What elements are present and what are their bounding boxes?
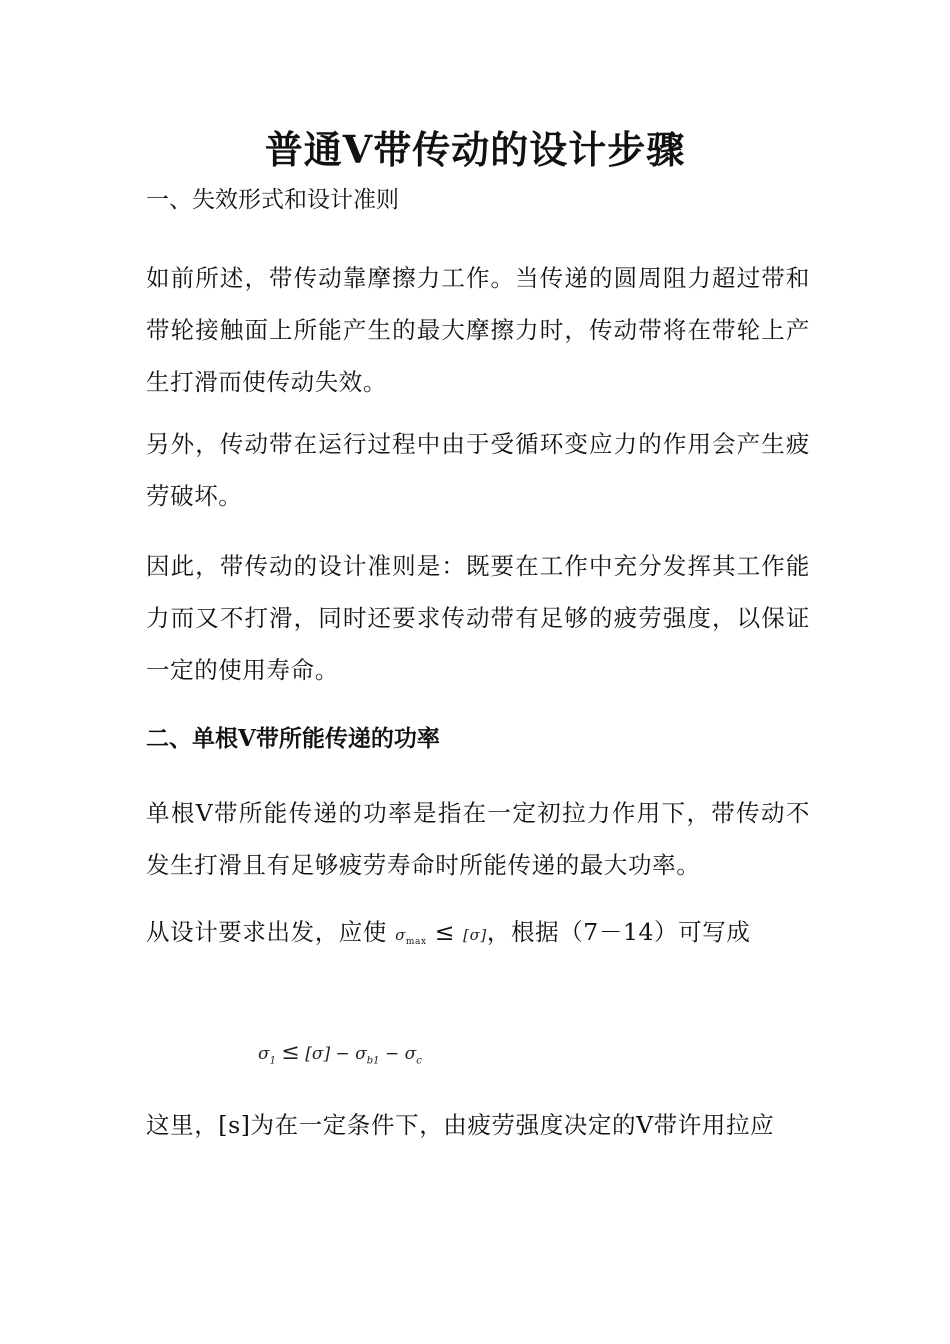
formula-minus-1: − (330, 1044, 356, 1064)
formula-relation: ≤ (281, 1040, 300, 1065)
paragraph-slipping: 如前所述，带传动靠摩擦力工作。当传递的圆周阻力超过带和带轮接触面上所能产生的最大摩擦力时，传动带将在带轮上产生打滑而使传动失效。 (146, 264, 810, 396)
requirement-text-prefix: 从设计要求出发，应使 (146, 918, 396, 946)
section-heading-single-belt-power: 二、单根V带所能传递的功率 (146, 725, 440, 752)
sigma-char: σ (395, 926, 406, 944)
formula-term1-subscript: b1 (366, 1055, 380, 1067)
paragraph-power-definition: 单根V带所能传递的功率是指在一定初拉力作用下，带传动不发生打滑且有足够疲劳寿命时所能传递的最大功率。 (146, 799, 810, 879)
paragraph-design-requirement (146, 906, 810, 968)
paragraph-allowable-stress: 这里，[s]为在一定条件下，由疲劳强度决定的V带许用拉应 (146, 1111, 775, 1139)
section-heading-failure-modes: 一、失效形式和设计准则 (146, 187, 399, 213)
requirement-text-suffix: ，根据（7－14）可写成 (486, 918, 751, 946)
sigma-max-subscript: max (405, 937, 427, 947)
formula-term2-symbol: σ (404, 1044, 417, 1064)
stress-inequality-formula (258, 1036, 422, 1078)
page-title: 普通V带传动的设计步骤 (264, 127, 686, 172)
formula-allowable-stress: [σ] (305, 1044, 331, 1064)
paragraph-design-criteria: 因此，带传动的设计准则是：既要在工作中充分发挥其工作能力而又不打滑，同时还要求传动带有足够的疲劳强度，以保证一定的使用寿命。 (146, 552, 810, 684)
sigma-max-symbol (395, 926, 427, 947)
formula-lhs-symbol: σ (258, 1044, 270, 1064)
leq-symbol: ≤ (426, 918, 464, 946)
formula-lhs-subscript: 1 (269, 1055, 276, 1067)
formula-minus-2: − (379, 1044, 405, 1064)
paragraph-fatigue: 另外，传动带在运行过程中由于受循环变应力的作用会产生疲劳破坏。 (146, 430, 810, 510)
allowable-stress-symbol: [σ] (463, 926, 487, 944)
formula-term2-subscript: c (416, 1055, 422, 1067)
formula-term1-symbol: σ (355, 1044, 367, 1064)
